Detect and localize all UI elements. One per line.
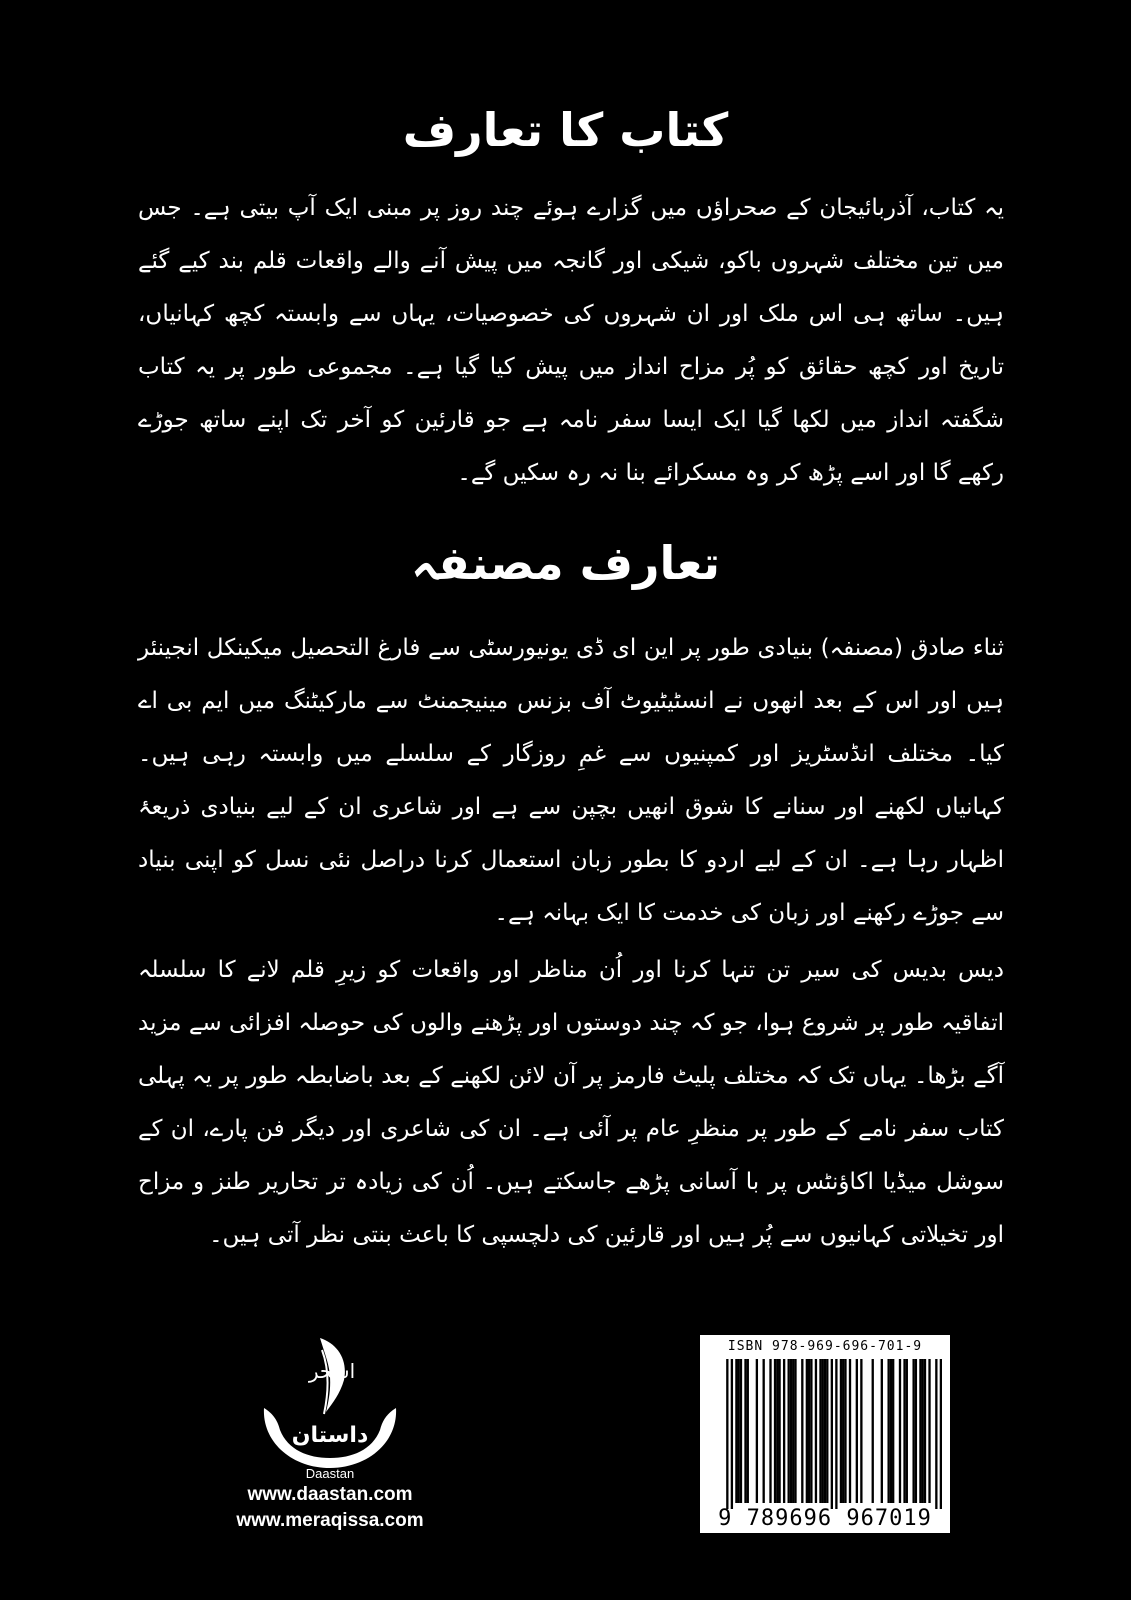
book-intro-heading: کتاب کا تعارف bbox=[402, 103, 729, 157]
website-link-daastan[interactable]: www.daastan.com bbox=[247, 1484, 413, 1505]
barcode-bar bbox=[810, 1359, 812, 1503]
barcode-bars-icon bbox=[708, 1359, 942, 1509]
barcode-bar bbox=[849, 1359, 851, 1503]
barcode-bar bbox=[890, 1359, 892, 1503]
book-intro-text bbox=[138, 182, 1004, 500]
logo-top-script: اسحر bbox=[308, 1359, 356, 1383]
barcode-bar bbox=[919, 1359, 921, 1503]
barcode-bar bbox=[824, 1359, 826, 1503]
barcode-bar bbox=[735, 1359, 737, 1503]
barcode-bar bbox=[788, 1359, 790, 1503]
barcode-bar bbox=[860, 1359, 862, 1503]
barcode-bar bbox=[826, 1359, 828, 1503]
barcode-bar bbox=[935, 1359, 937, 1509]
barcode-bar bbox=[887, 1359, 889, 1503]
barcode-bar bbox=[842, 1359, 844, 1503]
barcode-bar bbox=[815, 1359, 817, 1503]
barcode-bar bbox=[769, 1359, 771, 1503]
barcode-bar bbox=[881, 1359, 883, 1503]
barcode-bar bbox=[774, 1359, 776, 1503]
barcode-bar bbox=[738, 1359, 740, 1503]
barcode-bar bbox=[747, 1359, 749, 1503]
barcode-bar bbox=[840, 1359, 842, 1503]
barcode-bar bbox=[778, 1359, 780, 1503]
logo-urdu-wordmark: داستان bbox=[291, 1423, 369, 1448]
barcode-bar bbox=[912, 1359, 914, 1503]
barcode-bar bbox=[835, 1359, 837, 1509]
barcode-bar bbox=[792, 1359, 794, 1503]
book-intro-paragraph: یہ کتاب، آذربائیجان کے صحراؤں میں گزارے ہوئے چند روز پر مبنی ایک آپ بیتی ہے۔ جس میں تین مختلف شہروں باکو، شیکی اور گانجہ میں پیش آنے والے واقعات قلم بند کیے گئے ہیں۔ ساتھ ہی اس ملک اور ان شہروں کی خصوصیات، یہاں سے وابستہ کچھ کہانیاں، تاریخ اور کچھ حقائق کو پُر مزاح انداز میں پیش کیا گیا ہے۔ مجموعی طور پر یہ کتاب شگفتہ انداز میں لکھا گیا ایک ایسا سفر نامہ ہے جو قارئین کو آخر تک اپنے ساتھ جوڑے رکھے گا اور اسے پڑھ کر وہ مسکرائے بنا نہ رہ سکیں گے۔ bbox=[138, 195, 1004, 486]
author-intro-paragraph-2: دیس بدیس کی سیر تن تنہا کرنا اور اُن مناظر اور واقعات کو زیرِ قلم لانے کا سلسلہ اتفاقیہ طور پر شروع ہوا، جو کہ چند دوستوں اور پڑھنے والوں کی حوصلہ افزائی سے مزید آگے بڑھا۔ یہاں تک کہ مختلف پلیٹ فارمز پر آن لائن لکھنے کے بعد باضابطہ طور پر یہ پہلی کتاب سفر نامے کے طور پر منظرِ عام پر آئی ہے۔ ان کی شاعری اور دیگر فن پارے، ان کے سوشل میڈیا اکاؤنٹس پر با آسانی پڑھے جاسکتے ہیں۔ اُن کی زیادہ تر تحاریر طنز و مزاح اور تخیلاتی کہانیوں سے پُر ہیں اور قارئین کی دلچسپی کا باعث بنتی نظر آتی ہیں۔ bbox=[138, 957, 1004, 1248]
author-intro-heading: تعارف مصنفہ bbox=[410, 536, 721, 590]
author-intro-text bbox=[138, 622, 1004, 1262]
barcode-bar bbox=[763, 1359, 765, 1503]
barcode-bar bbox=[740, 1359, 742, 1503]
barcode-bar bbox=[819, 1359, 821, 1503]
barcode-bar bbox=[801, 1359, 803, 1503]
website-link-meraqissa[interactable]: www.meraqissa.com bbox=[236, 1510, 424, 1531]
barcode-bar bbox=[756, 1359, 758, 1503]
barcode-bar bbox=[726, 1359, 728, 1509]
barcode-bar bbox=[906, 1359, 908, 1503]
barcode-bar bbox=[776, 1359, 778, 1503]
barcode-bar bbox=[831, 1359, 833, 1509]
isbn-barcode bbox=[700, 1335, 950, 1533]
barcode-bar bbox=[924, 1359, 926, 1503]
barcode-bar bbox=[806, 1359, 808, 1503]
barcode-bar bbox=[808, 1359, 810, 1503]
barcode-digits: 9 789696 967019 bbox=[718, 1506, 932, 1531]
daastan-logo bbox=[240, 1330, 420, 1480]
barcode-bar bbox=[922, 1359, 924, 1503]
barcode-bar bbox=[856, 1359, 858, 1503]
daastan-quill-logo-icon bbox=[240, 1330, 420, 1480]
barcode-bar bbox=[794, 1359, 796, 1503]
barcode-bar bbox=[928, 1359, 930, 1503]
barcode-bar bbox=[903, 1359, 905, 1503]
author-intro-paragraph-1: ثناء صادق (مصنفہ) بنیادی طور پر این ای ڈی یونیورسٹی سے فارغ التحصیل میکینکل انجینئر ہیں اور اس کے بعد انھوں نے انسٹیٹیوٹ آف بزنس مینیجمنٹ سے مارکیٹنگ میں ایم بی اے کیا۔ مختلف انڈسٹریز اور کمپنیوں سے غمِ روزگار کے سلسلے میں وابستہ رہی ہیں۔ کہانیاں لکھنے اور سنانے کا شوق انھیں بچپن سے ہے اور شاعری ان کے لیے بنیادی ذریعۂ اظہار رہا ہے۔ ان کے لیے اردو کا بطور زبان استعمال کرنا دراصل نئی نسل کو اپنی بنیاد سے جوڑے رکھنے اور زبان کی خدمت کا ایک بہانہ ہے۔ bbox=[138, 635, 1004, 926]
barcode-bar bbox=[899, 1359, 901, 1503]
barcode-bar bbox=[892, 1359, 894, 1503]
barcode-bar bbox=[940, 1359, 942, 1509]
barcode-bar bbox=[872, 1359, 874, 1503]
barcode-bar bbox=[915, 1359, 917, 1503]
barcode-bar bbox=[783, 1359, 785, 1503]
barcode-bar bbox=[790, 1359, 792, 1503]
barcode-bar bbox=[731, 1359, 733, 1509]
barcode-bar bbox=[744, 1359, 746, 1503]
barcode-bar bbox=[844, 1359, 846, 1503]
barcode-bar bbox=[822, 1359, 824, 1503]
isbn-label: ISBN 978-969-696-701-9 bbox=[727, 1339, 923, 1354]
publisher-name: Daastan bbox=[305, 1466, 355, 1481]
